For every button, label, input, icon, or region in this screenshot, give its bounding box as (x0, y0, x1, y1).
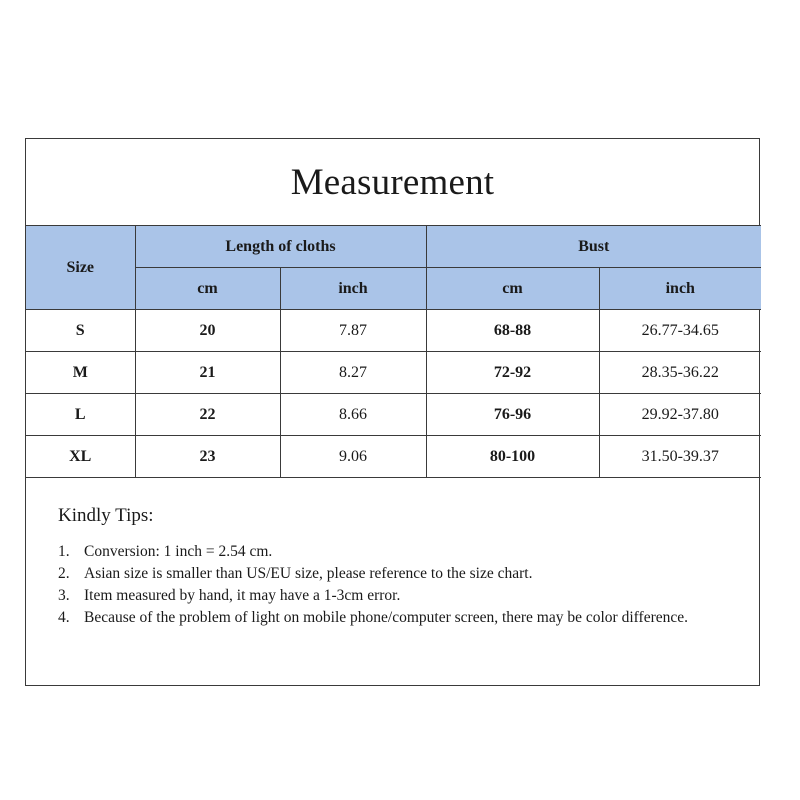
bust-inch-cell: 31.50-39.37 (599, 436, 761, 478)
length-cm-cell: 20 (135, 310, 280, 352)
unit-header-bust-inch: inch (599, 268, 761, 310)
list-number: 3. (58, 587, 70, 604)
bust-cm-cell: 72-92 (426, 352, 599, 394)
list-number: 1. (58, 543, 70, 560)
list-number: 2. (58, 565, 70, 582)
bust-inch-cell: 29.92-37.80 (599, 394, 761, 436)
header-row-units (26, 268, 761, 310)
list-number: 4. (58, 609, 70, 626)
bust-inch-cell: 28.35-36.22 (599, 352, 761, 394)
header-row-groups (26, 226, 761, 268)
length-inch-cell: 7.87 (280, 310, 426, 352)
measurement-chart (25, 138, 760, 686)
size-cell: XL (26, 436, 135, 478)
list-item (58, 541, 738, 563)
bust-cm-cell: 68-88 (426, 310, 599, 352)
list-item (58, 585, 738, 607)
table-row (26, 352, 761, 394)
length-cm-cell: 23 (135, 436, 280, 478)
table-row (26, 394, 761, 436)
list-text: Because of the problem of light on mobile phone/computer screen, there may be color difference. (84, 609, 688, 626)
length-inch-cell: 8.66 (280, 394, 426, 436)
chart-title: Measurement (290, 161, 495, 203)
table-row (26, 436, 761, 478)
unit-header-length-cm: cm (135, 268, 280, 310)
table-row (26, 310, 761, 352)
bust-cm-cell: 80-100 (426, 436, 599, 478)
size-cell: M (26, 352, 135, 394)
size-cell: L (26, 394, 135, 436)
list-item (58, 563, 738, 585)
list-text: Item measured by hand, it may have a 1-3cm error. (84, 587, 401, 604)
length-header: Length of cloths (135, 226, 426, 268)
list-text: Asian size is smaller than US/EU size, please reference to the size chart. (84, 565, 533, 582)
tips-title: Kindly Tips: (58, 505, 154, 526)
unit-header-length-inch: inch (280, 268, 426, 310)
length-inch-cell: 8.27 (280, 352, 426, 394)
length-cm-cell: 22 (135, 394, 280, 436)
size-cell: S (26, 310, 135, 352)
list-item (58, 607, 738, 629)
length-cm-cell: 21 (135, 352, 280, 394)
unit-header-bust-cm: cm (426, 268, 599, 310)
tips-list (58, 541, 738, 629)
bust-cm-cell: 76-96 (426, 394, 599, 436)
length-inch-cell: 9.06 (280, 436, 426, 478)
kindly-tips (58, 505, 738, 629)
list-text: Conversion: 1 inch = 2.54 cm. (84, 543, 273, 560)
bust-inch-cell: 26.77-34.65 (599, 310, 761, 352)
size-table (26, 225, 761, 478)
bust-header: Bust (426, 226, 761, 268)
size-header: Size (26, 226, 135, 310)
